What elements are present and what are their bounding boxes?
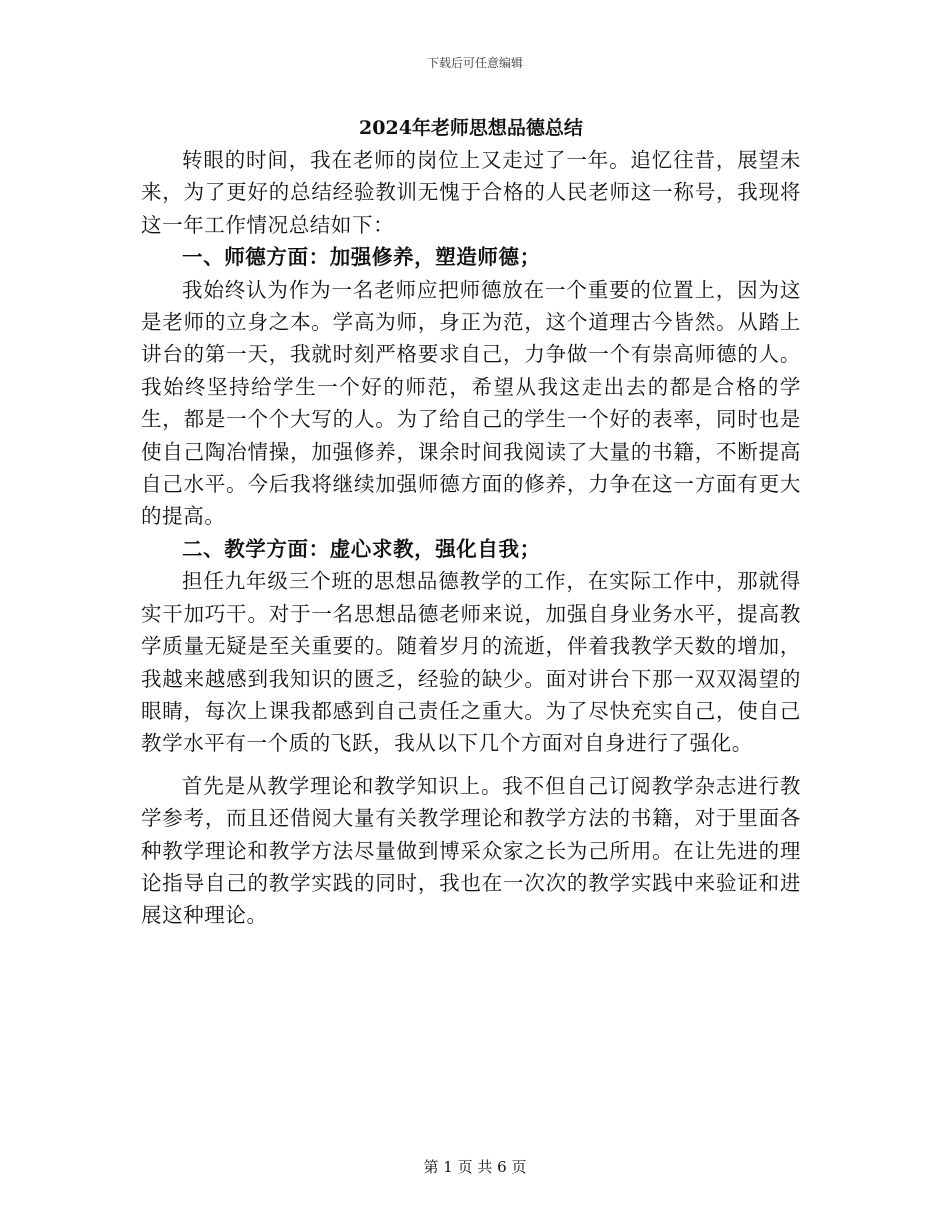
header-note: 下载后可任意编辑 (426, 56, 523, 70)
section-heading-teaching: 二、教学方面：虚心求教，强化自我； (182, 536, 541, 561)
section-heading-ethics: 一、师德方面：加强修养，塑造师德； (182, 245, 541, 270)
paragraph-gap (141, 760, 801, 770)
theory-paragraph: 首先是从教学理论和教学知识上。我不但自己订阅教学杂志进行教学参考，而且还借阅大量有关教学理论和教学方法的书籍，对于里面各种教学理论和教学方法尽量做到博采众家之长为己所用。在让先进的理论指导自己的教学实践的同时，我也在一次次的教学实践中来验证和进展这种理论。 (141, 773, 801, 928)
page-footer: 第 1 页 共 6 页 (423, 1158, 527, 1176)
ethics-paragraph: 我始终认为作为一名老师应把师德放在一个重要的位置上，因为这是老师的立身之本。学高为师，身正为范，这个道理古今皆然。从踏上讲台的第一天，我就时刻严格要求自己，力争做一个有崇高师德的人。我始终坚持给学生一个好的师范，希望从我这走出去的都是合格的学生，都是一个个大写的人。为了给自己的学生一个好的表率，同时也是使自己陶冶情操，加强修养，课余时间我阅读了大量的书籍，不断提高自己水平。今后我将继续加强师德方面的修养，力争在这一方面有更大的提高。 (141, 277, 801, 529)
teaching-paragraph: 担任九年级三个班的思想品德教学的工作，在实际工作中，那就得实干加巧干。对于一名思想品德老师来说，加强自身业务水平，提高教学质量无疑是至关重要的。随着岁月的流逝，伴着我教学天数的增加，我越来越感到我知识的匮乏，经验的缺少。面对讲台下那一双双渴望的眼睛，每次上课我都感到自己责任之重大。为了尽快充实自己，使自己教学水平有一个质的飞跃，我从以下几个方面对自身进行了强化。 (141, 569, 801, 756)
intro-paragraph: 转眼的时间，我在老师的岗位上又走过了一年。追忆往昔，展望未来，为了更好的总结经验教训无愧于合格的人民老师这一称号，我现将这一年工作情况总结如下： (141, 148, 801, 237)
document-body (141, 113, 801, 932)
document-title: 2024年老师思想品德总结 (359, 117, 583, 139)
